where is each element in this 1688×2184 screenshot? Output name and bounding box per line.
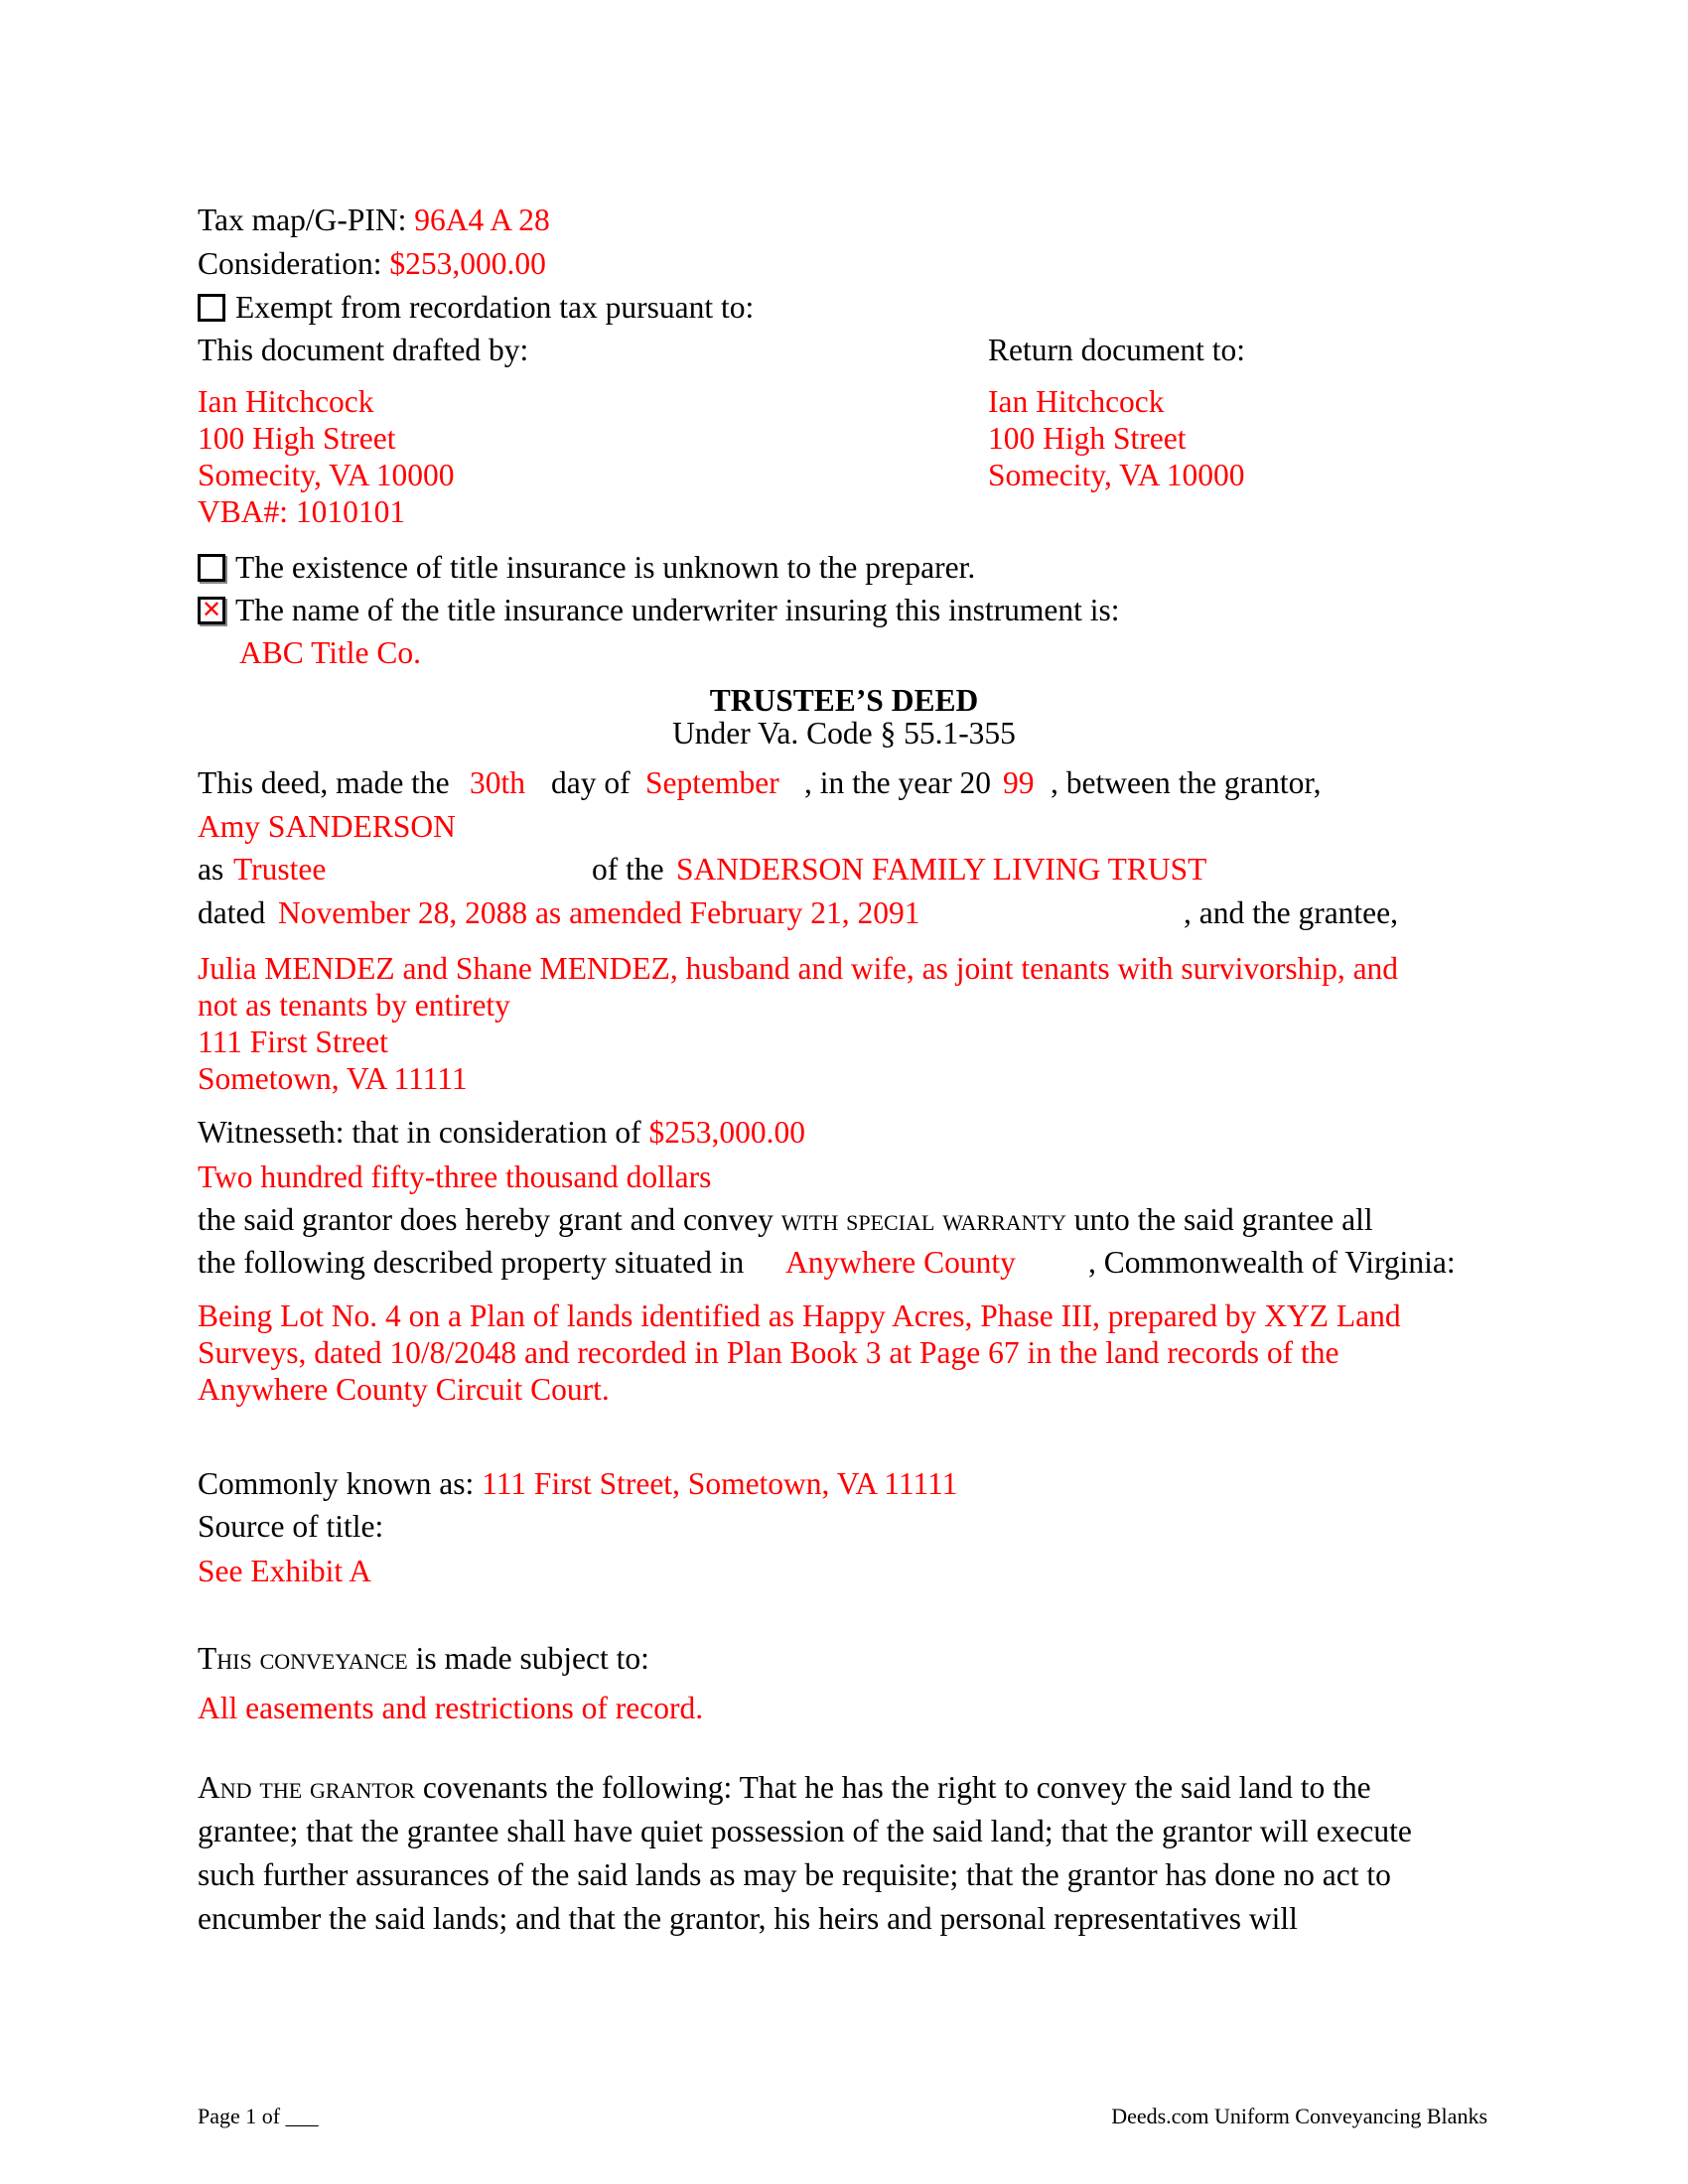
title-insurance-unknown-checkbox[interactable] [198, 554, 225, 582]
deed-year-prefix: , in the year 20 [804, 765, 992, 800]
convey-line [198, 1204, 1373, 1236]
footer-brand: Deeds.com Uniform Conveyancing Blanks [1111, 2104, 1487, 2128]
return-to-label: Return document to: [988, 333, 1245, 367]
exempt-line [198, 292, 754, 324]
drafted-by-label: This document drafted by: [198, 333, 529, 367]
subject-to-value: All easements and restrictions of record. [198, 1691, 704, 1725]
convey-text-1: the said grantor does hereby grant and convey [198, 1202, 774, 1237]
deed-between-grantor: , between the grantor, [1051, 765, 1322, 800]
exempt-checkbox[interactable] [198, 294, 225, 322]
witness-line [198, 1117, 805, 1149]
deed-intro-prefix: This deed, made the [198, 765, 450, 800]
grantee-line-1: Julia MENDEZ and Shane MENDEZ, husband and wife, as joint tenants with survivorship, and [198, 951, 1399, 986]
covenant-line-1 [198, 1772, 1371, 1804]
convey-text-2: unto the said grantee all [1073, 1202, 1373, 1237]
taxmap-label: Tax map/G-PIN: [198, 203, 407, 237]
return-to-street: 100 High Street [988, 421, 1187, 456]
grantor-capacity: Trustee [233, 852, 327, 887]
deed-subtitle: Under Va. Code § 55.1-355 [672, 716, 1016, 751]
title-insurance-unknown-label: The existence of title insurance is unknown to the preparer. [235, 550, 976, 585]
witness-amount: $253,000.00 [648, 1115, 806, 1150]
commonwealth-label: , Commonwealth of Virginia: [1088, 1245, 1456, 1280]
subject-to-text: is made subject to: [415, 1641, 649, 1676]
situated-label: the following described property situated in [198, 1245, 745, 1280]
and-grantee-label: , and the grantee, [1184, 895, 1399, 930]
grantee-city: Sometown, VA 11111 [198, 1061, 468, 1096]
drafted-by-vba: VBA#: 1010101 [198, 494, 406, 529]
as-label: as [198, 852, 224, 887]
return-to-name: Ian Hitchcock [988, 384, 1165, 419]
grantor-name: Amy SANDERSON [198, 809, 456, 844]
witness-label: Witnesseth: that in consideration of [198, 1115, 641, 1150]
title-insurance-underwriter-label: The name of the title insurance underwriter insuring this instrument is: [235, 593, 1120, 627]
consideration-label: Consideration: [198, 246, 382, 281]
covenant-text-1: covenants the following: That he has the right to convey the said land to the [422, 1770, 1371, 1805]
drafted-by-city: Somecity, VA 10000 [198, 458, 455, 492]
deed-day-of: day of [551, 765, 631, 800]
amount-in-words: Two hundred fifty-three thousand dollars [198, 1160, 712, 1194]
x-mark-icon: ✕ [201, 596, 222, 623]
deed-day: 30th [470, 765, 526, 800]
commonly-known-line [198, 1468, 957, 1500]
covenant-line-3: such further assurances of the said lands as may be requisite; that the grantor has done no act to [198, 1857, 1391, 1892]
source-of-title-label: Source of title: [198, 1509, 384, 1544]
deed-title: TRUSTEE’S DEED [709, 683, 979, 718]
legal-description-line-2: Surveys, dated 10/8/2048 and recorded in Plan Book 3 at Page 67 in the land records of the [198, 1335, 1339, 1370]
taxmap-value: 96A4 A 28 [414, 203, 550, 237]
exempt-label: Exempt from recordation tax pursuant to: [235, 290, 755, 325]
source-of-title-value: See Exhibit A [198, 1554, 371, 1588]
county-name: Anywhere County [785, 1245, 1016, 1280]
subject-to-line [198, 1643, 649, 1675]
deed-year-suffix: 99 [1003, 765, 1035, 800]
grantee-street: 111 First Street [198, 1024, 388, 1059]
title-insurance-underwriter-line [198, 595, 1120, 626]
legal-description-line-3: Anywhere County Circuit Court. [198, 1372, 610, 1407]
of-the-label: of the [592, 852, 664, 887]
deed-month: September [645, 765, 779, 800]
trust-date: November 28, 2088 as amended February 21, 2091 [278, 895, 920, 930]
dated-label: dated [198, 895, 266, 930]
legal-description-line-1: Being Lot No. 4 on a Plan of lands identified as Happy Acres, Phase III, prepared by XYZ Land [198, 1298, 1401, 1333]
subject-to-caps: This conveyance [198, 1641, 408, 1676]
underwriter-name: ABC Title Co. [239, 635, 421, 670]
trust-name: SANDERSON FAMILY LIVING TRUST [676, 852, 1207, 887]
title-insurance-unknown-line [198, 552, 975, 584]
page-number: Page 1 of ___ [198, 2104, 319, 2128]
consideration-value: $253,000.00 [389, 246, 546, 281]
covenant-line-4: encumber the said lands; and that the grantor, his heirs and personal representatives will [198, 1901, 1298, 1936]
covenant-line-2: grantee; that the grantee shall have quiet possession of the said land; that the grantor will execute [198, 1814, 1412, 1848]
drafted-by-street: 100 High Street [198, 421, 396, 456]
grantee-line-2: not as tenants by entirety [198, 988, 510, 1023]
drafted-by-name: Ian Hitchcock [198, 384, 374, 419]
covenant-caps: And the grantor [198, 1770, 415, 1805]
commonly-known-value: 111 First Street, Sometown, VA 11111 [482, 1466, 958, 1501]
commonly-known-label: Commonly known as: [198, 1466, 475, 1501]
return-to-city: Somecity, VA 10000 [988, 458, 1245, 492]
convey-warranty: with special warranty [780, 1202, 1066, 1237]
taxmap-line [198, 205, 550, 236]
title-insurance-underwriter-checkbox[interactable] [198, 597, 225, 624]
consideration-line [198, 248, 546, 280]
